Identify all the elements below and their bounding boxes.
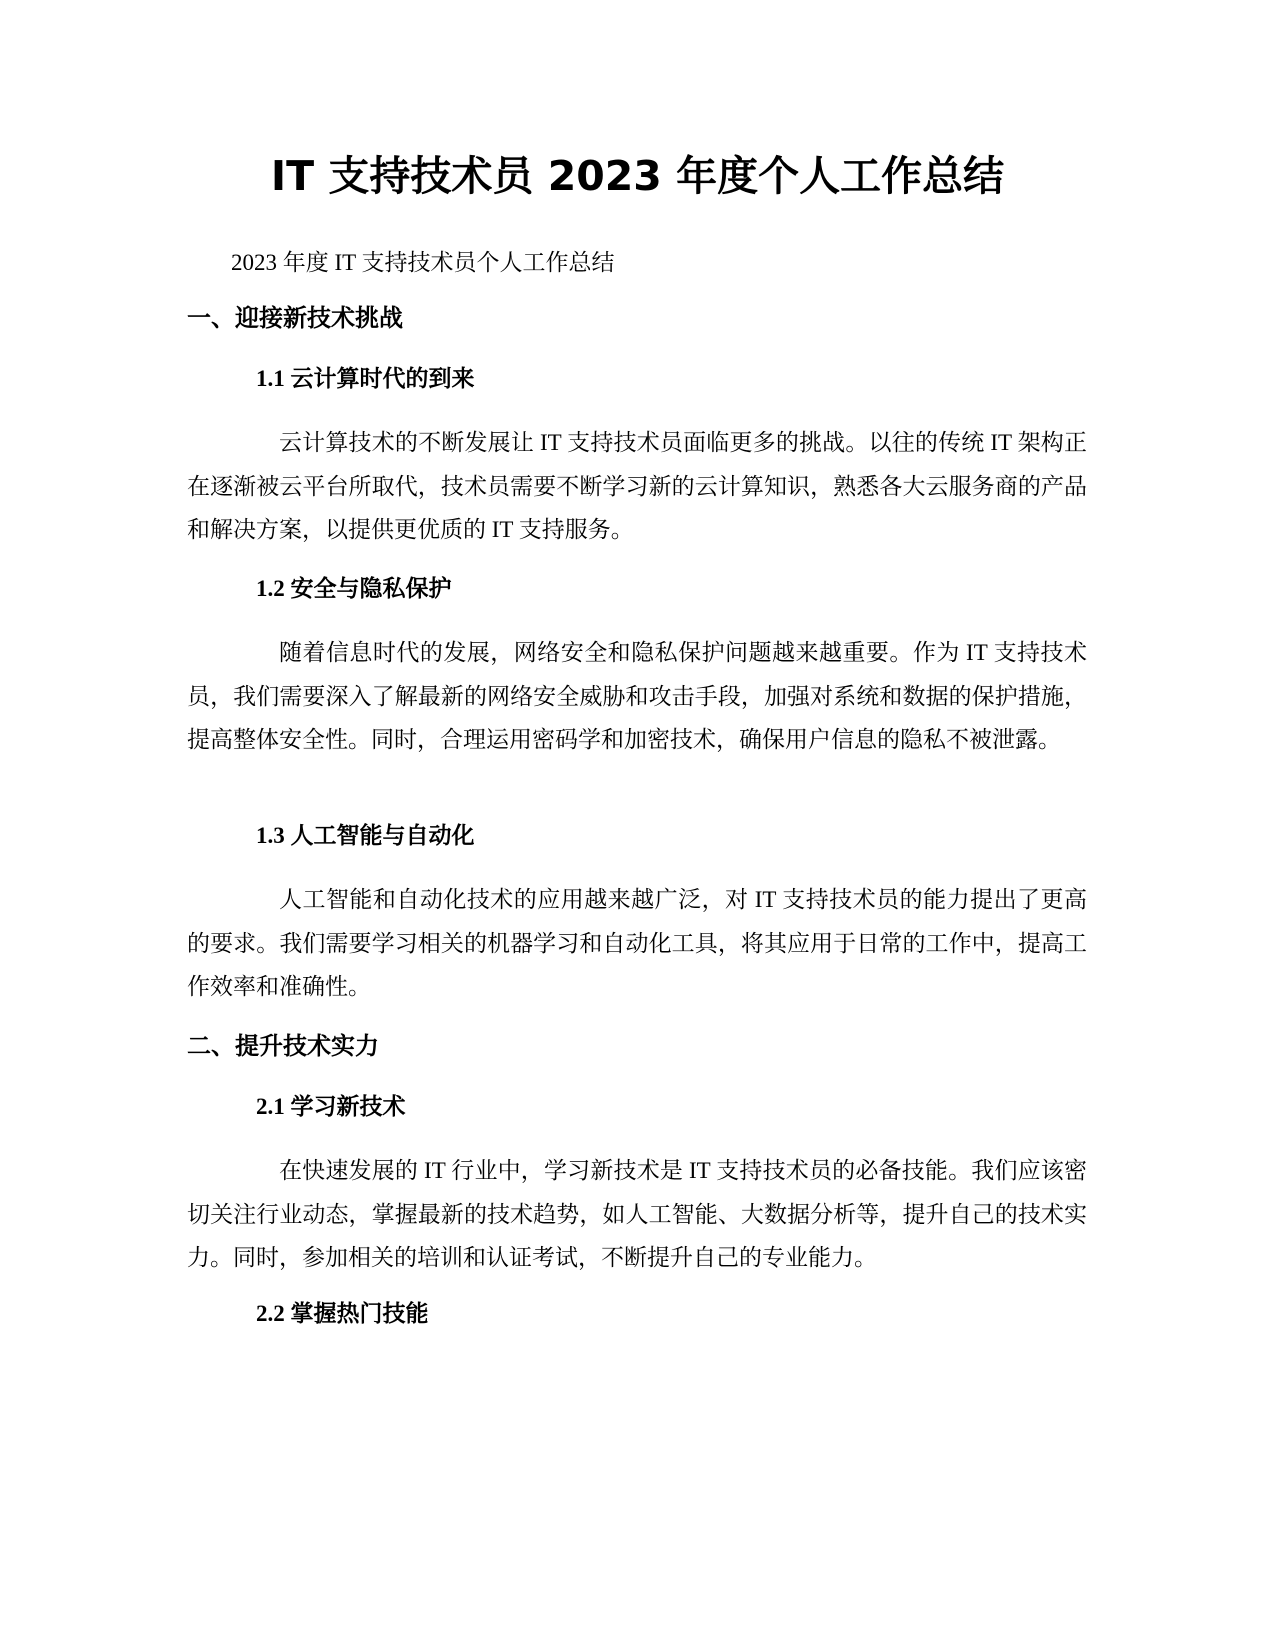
paragraph-1-2: 随着信息时代的发展，网络安全和隐私保护问题越来越重要。作为 IT 支持技术员，我们需要深入了解最新的网络安全威胁和攻击手段，加强对系统和数据的保护措施，提高整体安全性。同时，合理运用密码学和加密技术，确保用户信息的隐私不被泄露。 [187,640,1087,752]
paragraph-1-1: 云计算技术的不断发展让 IT 支持技术员面临更多的挑战。以往的传统 IT 架构正在逐渐被云平台所取代，技术员需要不断学习新的云计算知识，熟悉各大云服务商的产品和解决方案，以提供更优质的 IT 支持服务。 [187,430,1087,542]
subsection-heading-1-2: 1.2 安全与隐私保护 [256,576,452,601]
section-heading-1: 一、迎接新技术挑战 [187,304,403,332]
paragraph-1-3: 人工智能和自动化技术的应用越来越广泛，对 IT 支持技术员的能力提出了更高的要求。我们需要学习相关的机器学习和自动化工具，将其应用于日常的工作中，提高工作效率和准确性。 [187,887,1087,999]
subsection-heading-1-3: 1.3 人工智能与自动化 [256,823,475,848]
document-subtitle: 2023 年度 IT 支持技术员个人工作总结 [231,250,615,275]
paragraph-2-1: 在快速发展的 IT 行业中，学习新技术是 IT 支持技术员的必备技能。我们应该密切关注行业动态，掌握最新的技术趋势，如人工智能、大数据分析等，提升自己的技术实力。同时，参加相关的培训和认证考试，不断提升自己的专业能力。 [187,1158,1087,1270]
subsection-heading-2-2: 2.2 掌握热门技能 [256,1301,429,1326]
section-heading-2: 二、提升技术实力 [187,1032,379,1060]
document-title: IT 支持技术员 2023 年度个人工作总结 [270,152,1005,200]
subsection-heading-2-1: 2.1 学习新技术 [256,1094,406,1119]
subsection-heading-1-1: 1.1 云计算时代的到来 [256,366,475,391]
